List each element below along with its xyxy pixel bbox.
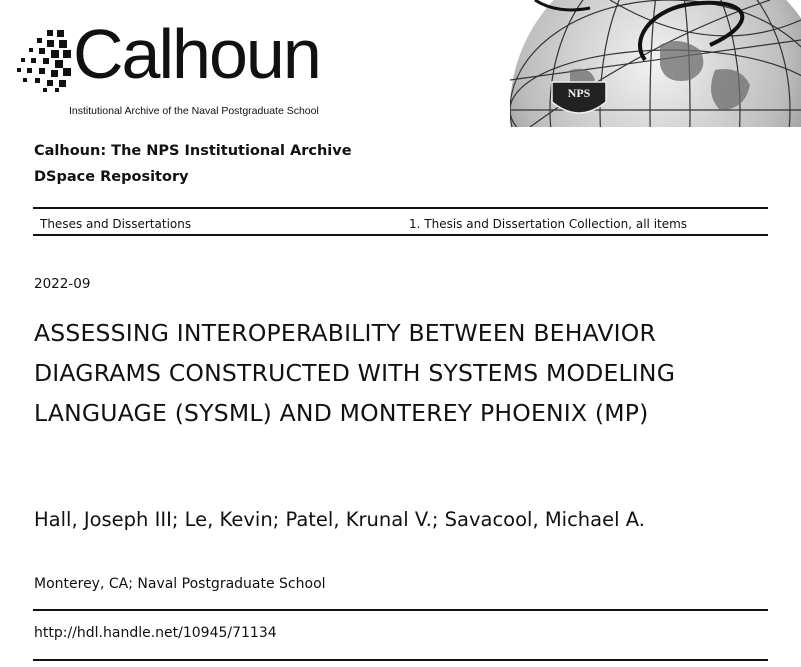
- item-date: 2022-09: [34, 276, 91, 292]
- item-title: ASSESSING INTEROPERABILITY BETWEEN BEHAVIOR DIAGRAMS CONSTRUCTED WITH SYSTEMS MODELING LANGUAGE (SYSML) AND MONTEREY PHOENIX (MP): [34, 319, 676, 427]
- divider: [33, 207, 768, 209]
- item-authors: Hall, Joseph III; Le, Kevin; Patel, Krunal V.; Savacool, Michael A.: [34, 508, 645, 531]
- nps-seal-icon: [552, 82, 606, 113]
- item-publisher: Monterey, CA; Naval Postgraduate School: [34, 576, 326, 592]
- logo-wordmark: Calhoun: [73, 15, 320, 93]
- breadcrumb-community-link[interactable]: Theses and Dissertations: [40, 217, 192, 231]
- divider: [33, 234, 768, 236]
- calhoun-logo: [17, 15, 320, 124]
- nps-globe-graphic: [510, 0, 801, 127]
- seal-text: NPS: [567, 86, 591, 100]
- pixel-dots-icon: [17, 28, 73, 92]
- divider: [33, 609, 768, 611]
- breadcrumb-collection-link[interactable]: 1. Thesis and Dissertation Collection, all items: [409, 217, 688, 231]
- archive-name: Calhoun: The NPS Institutional Archive: [34, 143, 352, 159]
- divider: [33, 659, 768, 661]
- logo-tagline: Institutional Archive of the Naval Postgraduate School: [69, 105, 319, 117]
- repository-name: DSpace Repository: [34, 169, 189, 185]
- handle-link[interactable]: http://hdl.handle.net/10945/71134: [34, 625, 277, 641]
